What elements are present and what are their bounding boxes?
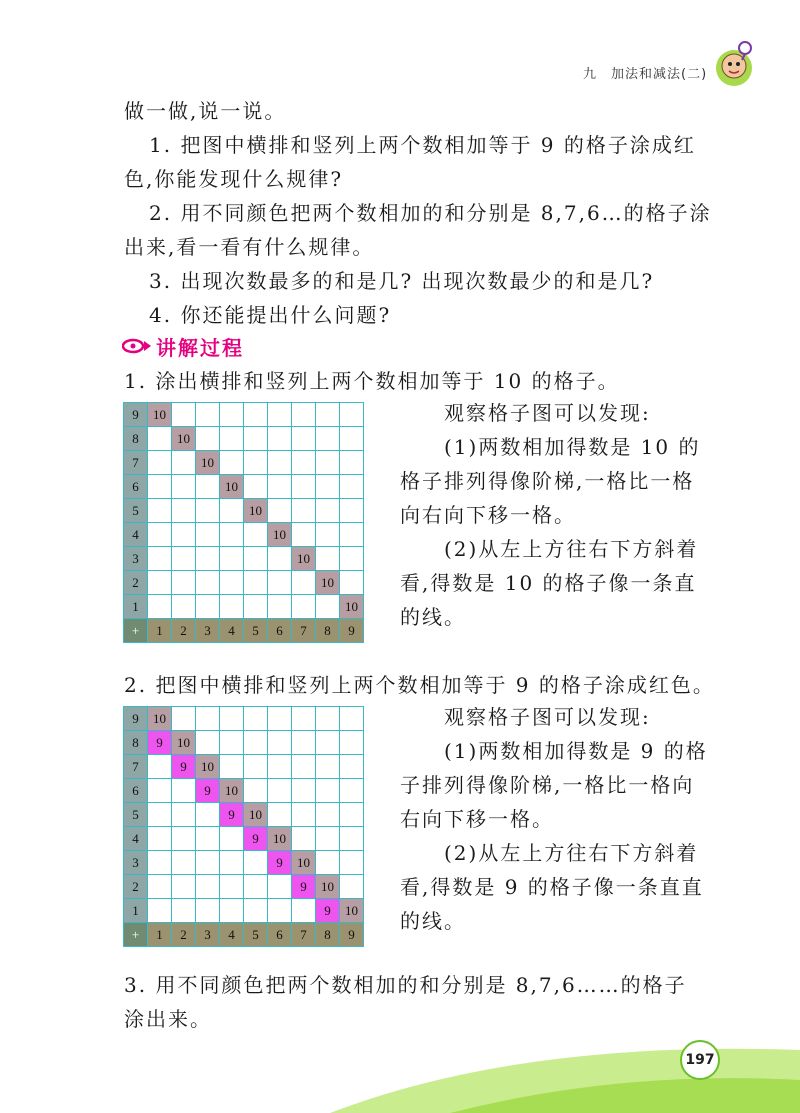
grid-cell	[292, 475, 316, 499]
page-number: 197	[680, 1040, 720, 1080]
grid-cell	[340, 875, 364, 899]
sum-10-cell: 10	[340, 899, 364, 923]
grid-cell	[268, 875, 292, 899]
grid-row	[124, 403, 364, 427]
grid-cell	[268, 803, 292, 827]
grid-cell	[316, 851, 340, 875]
part-2-title: 2. 把图中横排和竖列上两个数相加等于 9 的格子涂成红色。	[124, 673, 715, 697]
grid-cell	[196, 571, 220, 595]
sum-10-cell: 10	[220, 475, 244, 499]
grid-cell	[172, 595, 196, 619]
grid-cell	[268, 547, 292, 571]
grid-row	[124, 779, 364, 803]
column-label: 3	[196, 923, 220, 947]
addition-grid-sum-10	[123, 402, 364, 643]
grid-cell	[220, 523, 244, 547]
mascot-icon	[712, 38, 756, 90]
grid-cell	[292, 899, 316, 923]
question-4: 4. 你还能提出什么问题?	[149, 303, 392, 327]
chapter-title: 九 加法和减法(二)	[583, 67, 708, 82]
sum-10-cell: 10	[268, 523, 292, 547]
sum-10-cell: 10	[172, 427, 196, 451]
row-label: 1	[124, 899, 148, 923]
grid-row	[124, 571, 364, 595]
grid-row	[124, 451, 364, 475]
grid-cell	[196, 499, 220, 523]
sum-9-cell: 9	[148, 731, 172, 755]
sum-10-cell: 10	[148, 403, 172, 427]
grid-cell	[292, 803, 316, 827]
grid-cell	[244, 475, 268, 499]
row-label: 2	[124, 571, 148, 595]
grid-cell	[172, 899, 196, 923]
grid-cell	[244, 451, 268, 475]
grid-row	[124, 523, 364, 547]
sum-9-cell: 9	[244, 827, 268, 851]
column-label: 8	[316, 619, 340, 643]
grid-row	[124, 875, 364, 899]
grid-cell	[172, 571, 196, 595]
grid-cell	[172, 547, 196, 571]
grid-cell	[148, 779, 172, 803]
grid-cell	[220, 851, 244, 875]
grid-cell	[196, 803, 220, 827]
grid-cell	[244, 523, 268, 547]
grid-row	[124, 707, 364, 731]
grid-cell	[220, 571, 244, 595]
addition-grid-sum-9	[123, 706, 364, 947]
grid-cell	[340, 427, 364, 451]
column-label-row	[124, 923, 364, 947]
grid-cell	[292, 779, 316, 803]
plus-sign: +	[124, 619, 148, 643]
grid-cell	[196, 475, 220, 499]
sum-10-cell: 10	[316, 571, 340, 595]
grid-cell	[316, 803, 340, 827]
sum-9-cell: 9	[220, 803, 244, 827]
grid-cell	[196, 851, 220, 875]
grid-cell	[268, 899, 292, 923]
sum-9-cell: 9	[268, 851, 292, 875]
grid-cell	[292, 427, 316, 451]
column-label: 9	[340, 619, 364, 643]
grid-cell	[316, 403, 340, 427]
grid-cell	[292, 731, 316, 755]
grid-cell	[268, 475, 292, 499]
grid-cell	[220, 731, 244, 755]
grid-row	[124, 731, 364, 755]
row-label: 7	[124, 755, 148, 779]
grid-cell	[292, 827, 316, 851]
grid-row	[124, 595, 364, 619]
grid-cell	[340, 571, 364, 595]
grid-cell	[268, 571, 292, 595]
section-title: 讲解过程	[156, 336, 244, 360]
grid-cell	[340, 523, 364, 547]
grid-cell	[196, 403, 220, 427]
grid-cell	[148, 451, 172, 475]
grid-cell	[196, 595, 220, 619]
grid-cell	[220, 707, 244, 731]
row-label: 4	[124, 523, 148, 547]
grid-cell	[220, 595, 244, 619]
grid-row	[124, 427, 364, 451]
grid-cell	[340, 803, 364, 827]
sum-10-cell: 10	[292, 547, 316, 571]
grid-cell	[340, 755, 364, 779]
row-label: 4	[124, 827, 148, 851]
sum-10-cell: 10	[148, 707, 172, 731]
grid-cell	[148, 827, 172, 851]
grid-cell	[292, 707, 316, 731]
grid-cell	[148, 851, 172, 875]
grid-cell	[268, 595, 292, 619]
row-label: 8	[124, 427, 148, 451]
sum-9-cell: 9	[316, 899, 340, 923]
column-label: 9	[340, 923, 364, 947]
grid-cell	[196, 707, 220, 731]
grid-row	[124, 755, 364, 779]
grid-cell	[340, 731, 364, 755]
grid-cell	[244, 547, 268, 571]
grid-cell	[220, 427, 244, 451]
grid-cell	[196, 899, 220, 923]
grid-cell	[268, 731, 292, 755]
grid-cell	[172, 803, 196, 827]
sum-10-cell: 10	[196, 755, 220, 779]
sum-10-cell: 10	[196, 451, 220, 475]
grid-cell	[268, 451, 292, 475]
sum-9-cell: 9	[172, 755, 196, 779]
sum-10-cell: 10	[172, 731, 196, 755]
column-label: 7	[292, 923, 316, 947]
grid-cell	[172, 827, 196, 851]
part-2-observation-line: 的线。	[400, 909, 466, 933]
column-label: 5	[244, 923, 268, 947]
grid-cell	[292, 403, 316, 427]
grid-cell	[292, 755, 316, 779]
part-3-line-1: 3. 用不同颜色把两个数相加的和分别是 8,7,6……的格子	[124, 973, 687, 997]
column-label: 1	[148, 619, 172, 643]
grid-cell	[172, 499, 196, 523]
grid-cell	[292, 523, 316, 547]
grid-cell	[244, 595, 268, 619]
sum-10-cell: 10	[244, 499, 268, 523]
grid-cell	[172, 779, 196, 803]
grid-cell	[268, 427, 292, 451]
grid-cell	[220, 827, 244, 851]
grid-cell	[172, 475, 196, 499]
grid-cell	[172, 523, 196, 547]
grid-cell	[172, 851, 196, 875]
part-1-title: 1. 涂出横排和竖列上两个数相加等于 10 的格子。	[124, 369, 620, 393]
grid-cell	[316, 499, 340, 523]
grid-cell	[316, 475, 340, 499]
grid-cell	[292, 595, 316, 619]
row-label: 8	[124, 731, 148, 755]
row-label: 1	[124, 595, 148, 619]
grid-cell	[148, 755, 172, 779]
grid-cell	[292, 451, 316, 475]
column-label: 1	[148, 923, 172, 947]
grid-row	[124, 851, 364, 875]
question-1-line-1: 1. 把图中横排和竖列上两个数相加等于 9 的格子涂成红	[149, 133, 696, 157]
grid-cell	[316, 547, 340, 571]
row-label: 9	[124, 403, 148, 427]
grid-cell	[340, 547, 364, 571]
grid-cell	[196, 827, 220, 851]
grid-cell	[220, 403, 244, 427]
grid-cell	[244, 755, 268, 779]
grid-cell	[148, 475, 172, 499]
grid-cell	[148, 427, 172, 451]
column-label: 3	[196, 619, 220, 643]
grid-cell	[244, 571, 268, 595]
grid-cell	[148, 547, 172, 571]
grid-cell	[220, 451, 244, 475]
row-label: 2	[124, 875, 148, 899]
grid-cell	[316, 731, 340, 755]
grid-cell	[292, 571, 316, 595]
grid-cell	[316, 595, 340, 619]
sum-9-cell: 9	[292, 875, 316, 899]
part-1-observation-line: 的线。	[400, 605, 466, 629]
column-label: 5	[244, 619, 268, 643]
grid-cell	[220, 755, 244, 779]
part-2-observation-title: 观察格子图可以发现:	[444, 705, 651, 729]
grid-cell	[340, 475, 364, 499]
grid-cell	[244, 779, 268, 803]
grid-cell	[316, 523, 340, 547]
row-label: 6	[124, 779, 148, 803]
column-label: 6	[268, 923, 292, 947]
grid-cell	[268, 707, 292, 731]
plus-sign: +	[124, 923, 148, 947]
grid-cell	[268, 403, 292, 427]
part-2-observation-line: 看,得数是 9 的格子像一条直直	[400, 875, 704, 899]
part-3-line-2: 涂出来。	[124, 1007, 212, 1031]
part-2-observation-line: 子排列得像阶梯,一格比一格向	[400, 773, 695, 797]
grid-cell	[148, 875, 172, 899]
grid-cell	[316, 451, 340, 475]
grid-row	[124, 827, 364, 851]
column-label: 6	[268, 619, 292, 643]
grid-cell	[316, 827, 340, 851]
grid-cell	[316, 427, 340, 451]
grid-cell	[172, 875, 196, 899]
grid-cell	[244, 851, 268, 875]
grid-row	[124, 547, 364, 571]
grid-cell	[148, 803, 172, 827]
grid-cell	[244, 875, 268, 899]
row-label: 3	[124, 851, 148, 875]
part-1-observation-line: (2)从左上方往右下方斜着	[444, 537, 699, 561]
grid-cell	[340, 403, 364, 427]
sum-10-cell: 10	[244, 803, 268, 827]
grid-cell	[340, 827, 364, 851]
sum-10-cell: 10	[340, 595, 364, 619]
eye-arrow-icon	[122, 338, 152, 354]
row-label: 3	[124, 547, 148, 571]
row-label: 6	[124, 475, 148, 499]
part-1-observation-line: 向右向下移一格。	[400, 503, 576, 527]
question-2-line-1: 2. 用不同颜色把两个数相加的和分别是 8,7,6…的格子涂	[149, 201, 712, 225]
grid-cell	[220, 547, 244, 571]
grid-cell	[196, 731, 220, 755]
grid-cell	[196, 427, 220, 451]
row-label: 9	[124, 707, 148, 731]
grid-cell	[340, 851, 364, 875]
column-label: 4	[220, 619, 244, 643]
grid-cell	[244, 899, 268, 923]
grid-cell	[244, 403, 268, 427]
column-label: 2	[172, 619, 196, 643]
sum-10-cell: 10	[292, 851, 316, 875]
grid-cell	[148, 523, 172, 547]
grid-cell	[244, 427, 268, 451]
grid-cell	[268, 779, 292, 803]
column-label-row	[124, 619, 364, 643]
grid-cell	[340, 707, 364, 731]
column-label: 8	[316, 923, 340, 947]
grid-cell	[268, 499, 292, 523]
part-1-observation-line: 看,得数是 10 的格子像一条直	[400, 571, 697, 595]
grid-cell	[292, 499, 316, 523]
question-3: 3. 出现次数最多的和是几? 出现次数最少的和是几?	[149, 269, 655, 293]
grid-cell	[220, 499, 244, 523]
row-label: 7	[124, 451, 148, 475]
grid-cell	[220, 875, 244, 899]
grid-cell	[340, 779, 364, 803]
grid-row	[124, 499, 364, 523]
grid-cell	[148, 571, 172, 595]
grid-cell	[196, 547, 220, 571]
question-1-line-2: 色,你能发现什么规律?	[124, 167, 344, 191]
grid-cell	[148, 899, 172, 923]
part-2-observation-line: 右向下移一格。	[400, 807, 554, 831]
grid-cell	[196, 523, 220, 547]
column-label: 7	[292, 619, 316, 643]
sum-10-cell: 10	[268, 827, 292, 851]
intro-heading: 做一做,说一说。	[124, 99, 287, 123]
grid-row	[124, 899, 364, 923]
row-label: 5	[124, 499, 148, 523]
grid-cell	[316, 707, 340, 731]
grid-cell	[340, 499, 364, 523]
grid-cell	[244, 707, 268, 731]
grid-cell	[220, 899, 244, 923]
grid-cell	[196, 875, 220, 899]
column-label: 2	[172, 923, 196, 947]
part-2-observation-line: (1)两数相加得数是 9 的格	[444, 739, 708, 763]
part-2-observation-line: (2)从左上方往右下方斜着	[444, 841, 699, 865]
grid-cell	[172, 403, 196, 427]
grid-cell	[244, 731, 268, 755]
grid-cell	[172, 451, 196, 475]
grid-cell	[148, 595, 172, 619]
part-1-observation-line: (1)两数相加得数是 10 的	[444, 435, 701, 459]
part-1-observation-title: 观察格子图可以发现:	[444, 401, 651, 425]
part-1-observation-line: 格子排列得像阶梯,一格比一格	[400, 469, 695, 493]
grid-cell	[148, 499, 172, 523]
column-label: 4	[220, 923, 244, 947]
grid-cell	[172, 707, 196, 731]
grid-cell	[340, 451, 364, 475]
grid-cell	[316, 755, 340, 779]
grid-row	[124, 803, 364, 827]
grid-cell	[316, 779, 340, 803]
grid-row	[124, 475, 364, 499]
row-label: 5	[124, 803, 148, 827]
sum-9-cell: 9	[196, 779, 220, 803]
sum-10-cell: 10	[220, 779, 244, 803]
question-2-line-2: 出来,看一看有什么规律。	[124, 235, 375, 259]
grid-cell	[268, 755, 292, 779]
sum-10-cell: 10	[316, 875, 340, 899]
